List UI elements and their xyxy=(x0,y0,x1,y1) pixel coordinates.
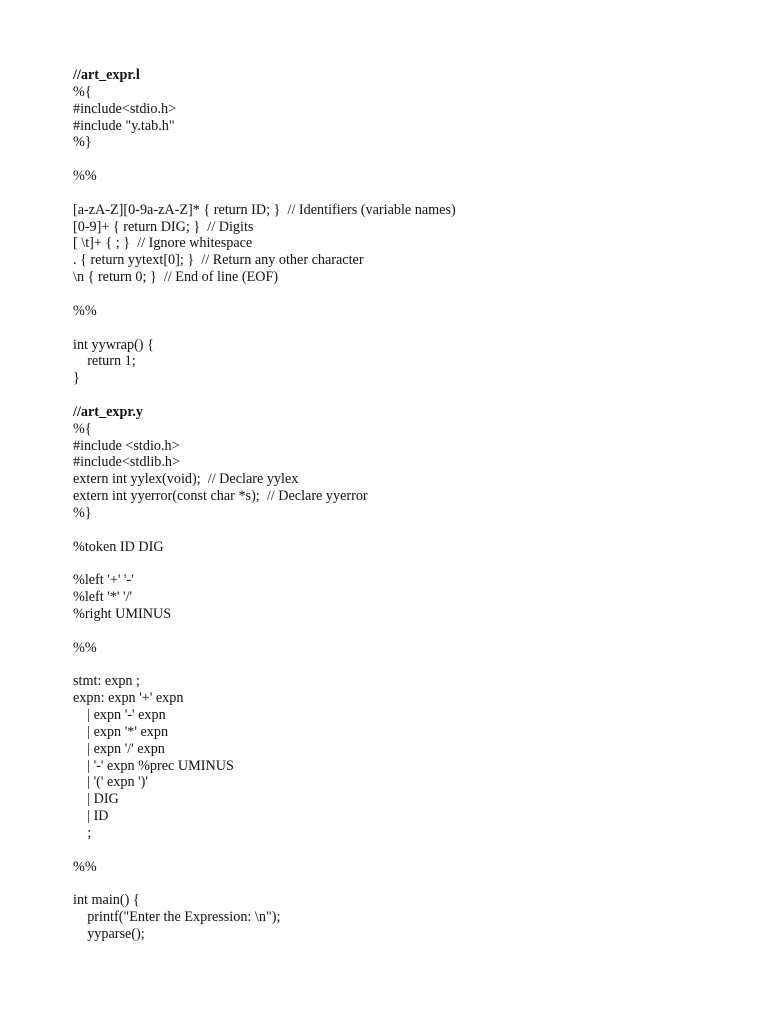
code-line: printf("Enter the Expression: \n"); xyxy=(73,909,281,926)
code-line: %right UMINUS xyxy=(73,606,172,622)
code-line: %left '*' '/' xyxy=(73,589,133,606)
code-line: expn: expn '+' expn xyxy=(73,690,184,707)
code-line: } xyxy=(73,370,80,387)
code-line xyxy=(73,320,713,337)
code-line xyxy=(73,522,713,539)
code-line xyxy=(73,185,713,202)
code-line xyxy=(73,286,713,303)
code-line: [0-9]+ { return DIG; } // Digits xyxy=(73,218,254,235)
lex-code-block xyxy=(73,84,713,404)
code-line: | ID xyxy=(73,808,109,825)
code-line: %% xyxy=(73,858,97,875)
code-line: int yywrap() { xyxy=(73,336,154,353)
code-line: . { return yytext[0]; } // Return any other character xyxy=(73,252,364,269)
yacc-code-block xyxy=(73,421,713,943)
code-line: %} xyxy=(73,134,92,151)
code-line xyxy=(73,151,713,168)
code-line: return 1; xyxy=(73,353,136,370)
code-line: \n { return 0; } // End of line (EOF) xyxy=(73,269,279,286)
code-line xyxy=(73,623,713,640)
code-line xyxy=(73,555,713,572)
code-line: [ \t]+ { ; } // Ignore whitespace xyxy=(73,235,253,252)
code-line: | '-' expn %prec UMINUS xyxy=(73,757,234,774)
code-line: [a-zA-Z][0-9a-zA-Z]* { return ID; } // Identifiers (variable names) xyxy=(73,201,456,218)
document-body xyxy=(73,67,713,943)
code-line: | expn '/' expn xyxy=(73,740,165,757)
code-line: | '(' expn ')' xyxy=(73,774,148,791)
code-line: extern int yyerror(const char *s); // Declare yyerror xyxy=(73,488,368,505)
code-line: %% xyxy=(73,639,97,656)
code-line: %{ xyxy=(73,83,92,100)
code-line xyxy=(73,387,713,404)
code-line: %% xyxy=(73,302,97,319)
code-line: | expn '-' expn xyxy=(73,707,166,724)
code-line: #include "y.tab.h" xyxy=(73,117,175,134)
code-line: #include<stdlib.h> xyxy=(73,454,181,471)
code-line: %} xyxy=(73,504,92,521)
code-line xyxy=(73,842,713,859)
code-line: %% xyxy=(73,168,97,185)
code-line: #include<stdio.h> xyxy=(73,100,177,117)
code-line: | DIG xyxy=(73,791,119,808)
code-line: int main() { xyxy=(73,892,140,909)
code-line: yyparse(); xyxy=(73,926,145,943)
code-line: extern int yylex(void); // Declare yylex xyxy=(73,471,299,488)
lex-file-heading: //art_expr.l xyxy=(73,67,140,83)
code-line: %{ xyxy=(73,420,92,437)
code-line: stmt: expn ; xyxy=(73,673,140,690)
code-line xyxy=(73,876,713,893)
code-line: %left '+' '-' xyxy=(73,572,134,589)
code-line: | expn '*' expn xyxy=(73,723,169,740)
yacc-file-heading: //art_expr.y xyxy=(73,403,144,420)
code-line: ; xyxy=(73,824,92,841)
code-line xyxy=(73,657,713,674)
code-line: #include <stdio.h> xyxy=(73,437,180,454)
code-line: %token ID DIG xyxy=(73,538,164,555)
